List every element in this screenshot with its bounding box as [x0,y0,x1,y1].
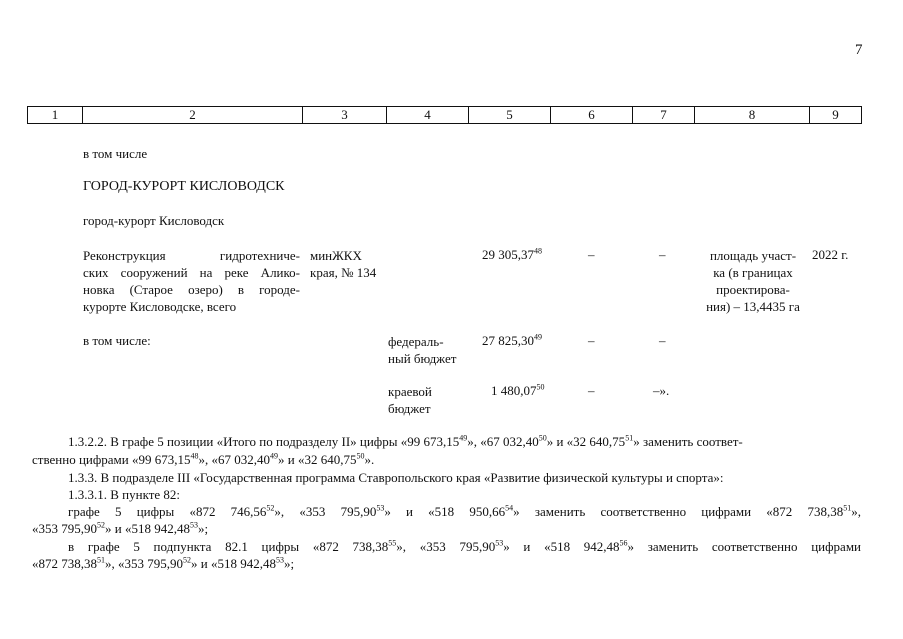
text: » и «518 942,48 [191,556,276,571]
footnote-mark: 53 [189,520,198,530]
column-number: 5 [469,107,551,124]
project-amount [482,247,542,263]
project-name-line: курорте Кисловодске, всего [83,299,237,314]
text: «872 738,38 [32,556,97,571]
amount-value: 29 305,37 [482,247,534,262]
project-year: 2022 г. [812,247,849,262]
paragraph-1-3-2-2-line1 [68,434,743,450]
column-number: 3 [303,107,387,124]
federal-amount [482,333,542,349]
footnote-mark: 51 [625,433,634,443]
footnote-mark: 56 [619,538,628,548]
footnote-mark: 53 [495,538,504,548]
footnote-mark: 49 [534,332,542,342]
subtotal-label: в том числе: [83,333,151,348]
footnote-mark: 50 [356,451,365,461]
federal-col7: – [659,333,666,348]
regional-col6: – [588,383,595,398]
regional-budget-label [388,383,432,417]
budget-line: федераль- [388,334,444,349]
text: » и «518 942,48 [503,539,620,554]
text: графе 5 цифры «872 746,56 [68,504,267,519]
agency-line: минЖКХ [310,248,362,263]
regional-col7: –». [653,383,670,398]
text: ». [364,452,375,467]
text: » заменить соответственно цифрами «872 738,38 [513,504,844,519]
column-number: 7 [633,107,695,124]
footnote-mark: 53 [275,555,284,565]
column-number: 4 [387,107,469,124]
text: ственно цифрами «99 673,15 [32,452,191,467]
agency-line: края, № 134 [310,265,377,280]
text: »; [283,556,295,571]
column-number: 6 [551,107,633,124]
project-name-line: ских сооружений на реке Алико- [83,265,300,280]
project-name-line: Реконструкция гидротехниче- [83,248,300,263]
paragraph-82-1-line1 [68,539,861,555]
text: » заменить соответ- [633,434,743,449]
footnote-mark: 49 [459,433,468,443]
result-line: ка (в границах [713,265,793,280]
column-number: 9 [810,107,862,124]
text: «353 795,90 [32,521,97,536]
project-name [83,247,300,315]
text: », [851,504,861,519]
project-col7: – [659,247,666,262]
amount-value: 27 825,30 [482,333,534,348]
paragraph-grafe5-line1 [68,504,861,520]
footnote-mark: 48 [190,451,199,461]
result-line: проектирова- [716,282,790,297]
federal-budget-label [388,333,456,367]
budget-line: бюджет [388,401,431,416]
footnote-mark: 48 [534,246,542,256]
column-number: 2 [83,107,303,124]
footnote-mark: 53 [376,503,385,513]
text: » заменить соответственно цифрами [627,539,862,554]
text: » и «32 640,75 [278,452,357,467]
footnote-mark: 52 [266,503,275,513]
page-number: 7 [855,42,863,58]
city-heading-lower: город-курорт Кисловодск [83,213,225,228]
result-line: площадь участ- [709,248,797,263]
footnote-mark: 51 [843,503,852,513]
project-agency [310,247,376,281]
footnote-mark: 52 [97,520,105,530]
project-col6: – [588,247,595,262]
city-heading-upper: ГОРОД-КУРОРТ КИСЛОВОДСК [83,179,285,194]
text: 1.3.2.2. В графе 5 позиции «Итого по подразделу II» цифры «99 673,15 [68,434,460,449]
project-result [694,247,812,315]
text: » и «32 640,75 [546,434,626,449]
paragraph-1-3-3-1: 1.3.3.1. В пункте 82: [68,487,181,502]
column-number: 8 [695,107,810,124]
text: », «353 795,90 [105,556,183,571]
text: », «67 032,40 [467,434,539,449]
text: », «67 032,40 [198,452,270,467]
text: »; [197,521,209,536]
footnote-mark: 50 [536,382,545,392]
footnote-mark: 49 [270,451,278,461]
text: в графе 5 подпункта 82.1 цифры «872 738,38 [68,539,389,554]
footnote-mark: 51 [97,555,105,565]
paragraph-1-3-3: 1.3.3. В подразделе III «Государственная программа Ставропольского края «Развитие физической культуры и спорта»: [68,470,724,485]
text: » и «518 942,48 [105,521,190,536]
text: », «353 795,90 [396,539,496,554]
paragraph-82-1-line2 [32,556,294,572]
paragraph-1-3-2-2-line2 [32,452,374,468]
text: » и «518 950,66 [384,504,506,519]
footnote-mark: 52 [183,555,191,565]
result-line: ния) – 13,4435 га [706,299,800,314]
table-column-numbers [27,106,862,124]
column-number: 1 [28,107,83,124]
budget-line: краевой [388,384,432,399]
federal-col6: – [588,333,595,348]
row-label-including: в том числе [83,146,148,161]
footnote-mark: 50 [538,433,547,443]
project-name-line: новка (Старое озеро) в городе- [83,282,300,297]
amount-value: 1 480,07 [491,383,537,398]
footnote-mark: 55 [388,538,397,548]
regional-amount [491,383,545,399]
footnote-mark: 54 [505,503,514,513]
budget-line: ный бюджет [388,351,457,366]
text: », «353 795,90 [274,504,377,519]
paragraph-grafe5-line2 [32,521,208,537]
